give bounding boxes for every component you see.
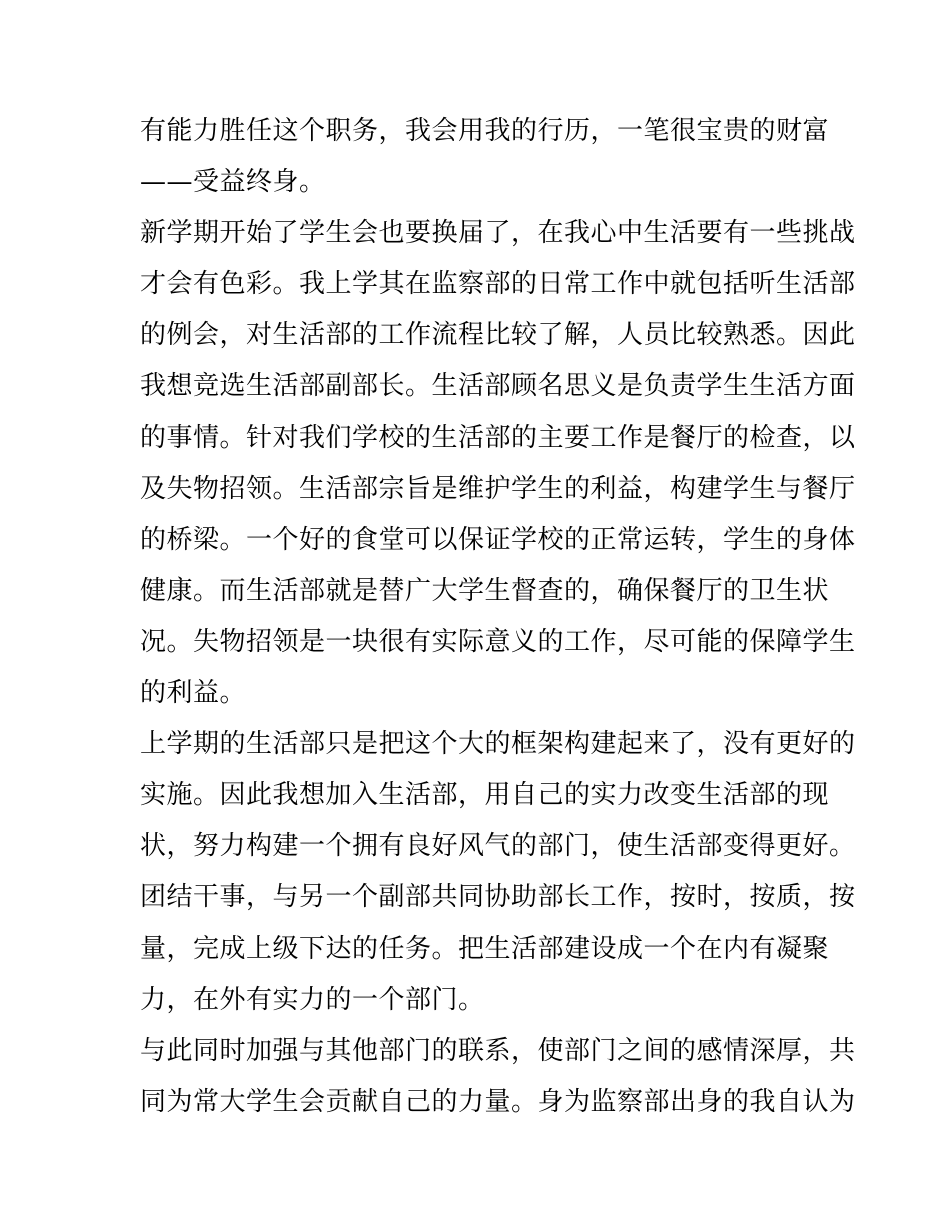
text-line: 的事情。针对我们学校的生活部的主要工作是餐厅的检查，以 [140, 422, 856, 453]
text-line: 健康。而生活部就是替广大学生督查的，确保餐厅的卫生状 [140, 575, 830, 606]
document-body [140, 106, 856, 1128]
text-line: 团结干事，与另一个副部共同协助部长工作，按时，按质，按 [140, 882, 856, 913]
text-line: 的利益。 [140, 678, 247, 709]
text-line: 及失物招领。生活部宗旨是维护学生的利益，构建学生与餐厅 [140, 473, 856, 504]
text-line: 的例会，对生活部的工作流程比较了解，人员比较熟悉。因此 [140, 320, 856, 351]
text-line: 状，努力构建一个拥有良好风气的部门，使生活部变得更好。 [140, 831, 856, 862]
text-line: 新学期开始了学生会也要换届了，在我心中生活要有一些挑战 [140, 218, 856, 249]
text-line: 有能力胜任这个职务，我会用我的行历，一笔很宝贵的财富 [140, 116, 830, 146]
text-line: 况。失物招领是一块很有实际意义的工作，尽可能的保障学生 [140, 626, 856, 657]
text-line: 与此同时加强与其他部门的联系，使部门之间的感情深厚，共 [140, 1035, 856, 1066]
text-line: 才会有色彩。我上学其在监察部的日常工作中就包括听生活部 [140, 269, 856, 300]
text-line: 同为常大学生会贡献自己的力量。身为监察部出身的我自认为 [140, 1086, 856, 1117]
text-line: ——受益终身。 [140, 167, 326, 198]
text-line: 力，在外有实力的一个部门。 [140, 984, 485, 1015]
text-line: 我想竞选生活部副部长。生活部顾名思义是负责学生生活方面 [140, 371, 856, 402]
text-line: 实施。因此我想加入生活部，用自己的实力改变生活部的现 [140, 780, 830, 811]
text-line: 的桥梁。一个好的食堂可以保证学校的正常运转，学生的身体 [140, 524, 856, 555]
text-line: 上学期的生活部只是把这个大的框架构建起来了，没有更好的 [140, 729, 856, 760]
text-line: 量，完成上级下达的任务。把生活部建设成一个在内有凝聚 [140, 933, 830, 964]
